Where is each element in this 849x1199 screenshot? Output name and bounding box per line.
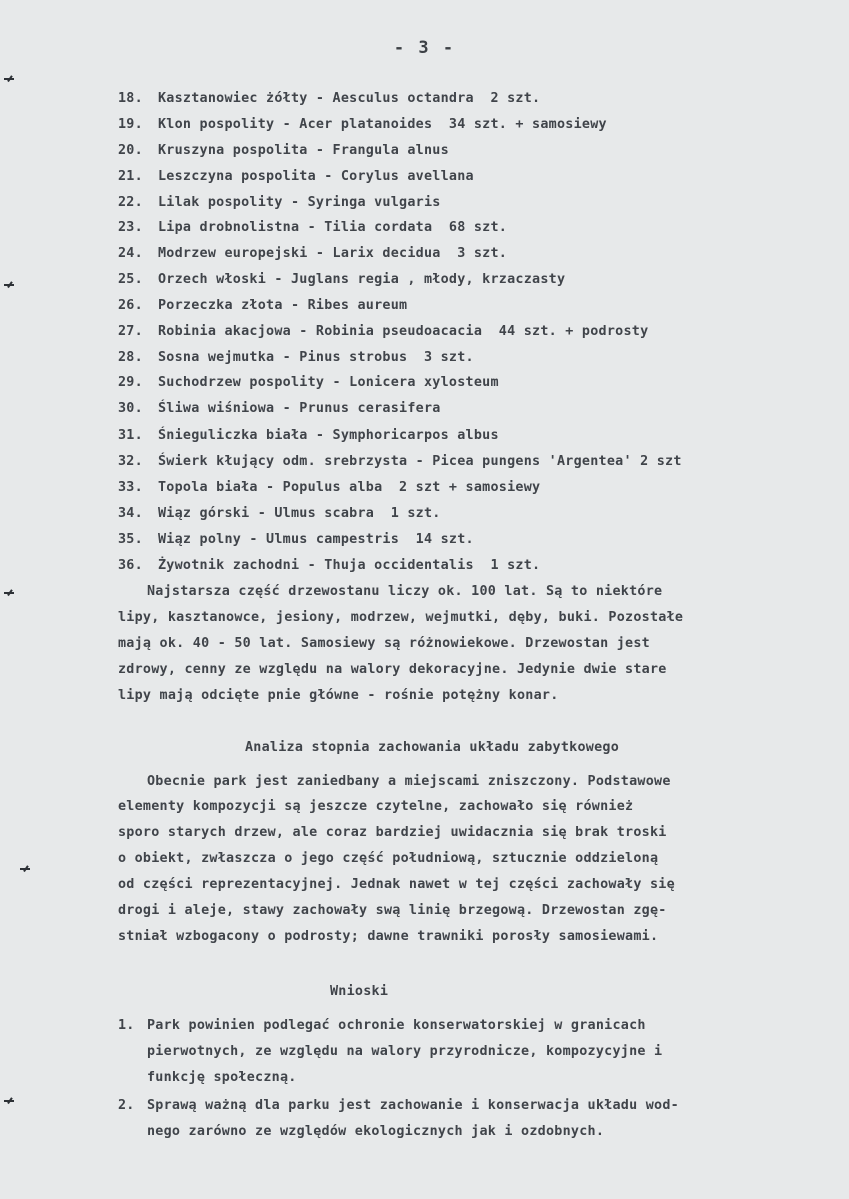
item-line: Park powinien podlegać ochronie konserwatorskiej w granicach — [147, 1018, 646, 1033]
paragraph-line: zdrowy, cenny ze względu na walory dekoracyjne. Jedynie dwie stare — [118, 662, 667, 677]
list-item: 30. Śliwa wiśniowa - Prunus cerasifera — [118, 401, 441, 416]
margin-mark — [4, 590, 16, 596]
paragraph-line: o obiekt, zwłaszcza o jego część południową, sztucznie oddzieloną — [118, 851, 659, 866]
item-line: nego zarówno ze względów ekologicznych jak i ozdobnych. — [147, 1124, 605, 1139]
paragraph-line: sporo starych drzew, ale coraz bardziej uwidacznia się brak troski — [118, 825, 667, 840]
list-item: 25. Orzech włoski - Juglans regia , młody, krzaczasty — [118, 272, 566, 287]
list-item: 22. Lilak pospolity - Syringa vulgaris — [118, 195, 441, 210]
page-number: - 3 - — [393, 38, 456, 58]
list-item: 18. Kasztanowiec żółty - Aesculus octandra 2 szt. — [118, 91, 541, 106]
paragraph-line: lipy, kasztanowce, jesiony, modrzew, wejmutki, dęby, buki. Pozostałe — [118, 610, 684, 625]
item-number: 2. — [118, 1098, 135, 1113]
list-item: 24. Modrzew europejski - Larix decidua 3 szt. — [118, 246, 508, 261]
item-line: funkcję społeczną. — [147, 1070, 297, 1085]
list-item: 26. Porzeczka złota - Ribes aureum — [118, 298, 408, 313]
item-number: 1. — [118, 1018, 135, 1033]
paragraph-line: drogi i aleje, stawy zachowały swą linię brzegową. Drzewostan zgę- — [118, 903, 667, 918]
list-item: 35. Wiąz polny - Ulmus campestris 14 szt. — [118, 532, 474, 547]
paragraph-line: Najstarsza część drzewostanu liczy ok. 100 lat. Są to niektóre — [147, 584, 663, 599]
margin-mark — [4, 76, 16, 82]
paragraph-line: Obecnie park jest zaniedbany a miejscami zniszczony. Podstawowe — [147, 774, 671, 789]
list-item: 19. Klon pospolity - Acer platanoides 34 szt. + samosiewy — [118, 117, 607, 132]
item-line: Sprawą ważną dla parku jest zachowanie i konserwacja układu wod- — [147, 1098, 679, 1113]
paragraph-line: lipy mają odcięte pnie główne - rośnie potężny konar. — [118, 688, 559, 703]
paragraph-line: mają ok. 40 - 50 lat. Samosiewy są różnowiekowe. Drzewostan jest — [118, 636, 650, 651]
list-item: 28. Sosna wejmutka - Pinus strobus 3 szt. — [118, 350, 474, 365]
list-item: 33. Topola biała - Populus alba 2 szt + samosiewy — [118, 480, 541, 495]
list-item: 20. Kruszyna pospolita - Frangula alnus — [118, 143, 449, 158]
margin-mark — [4, 1098, 16, 1104]
list-item: 36. Żywotnik zachodni - Thuja occidentalis 1 szt. — [118, 558, 541, 573]
list-item: 32. Świerk kłujący odm. srebrzysta - Picea pungens 'Argentea' 2 szt — [118, 454, 682, 469]
margin-mark — [20, 866, 32, 872]
list-item: 23. Lipa drobnolistna - Tilia cordata 68 szt. — [118, 220, 508, 235]
list-item: 21. Leszczyna pospolita - Corylus avellana — [118, 169, 474, 184]
conclusions-heading: Wnioski — [330, 984, 389, 999]
item-line: pierwotnych, ze względu na walory przyrodnicze, kompozycyjne i — [147, 1044, 663, 1059]
paragraph-line: od części reprezentacyjnej. Jednak nawet w tej części zachowały się — [118, 877, 675, 892]
margin-mark — [4, 282, 16, 288]
paragraph-line: stniał wzbogacony o podrosty; dawne trawniki porosły samosiewami. — [118, 929, 659, 944]
paragraph-line: elementy kompozycji są jeszcze czytelne, zachowało się również — [118, 799, 634, 814]
list-item: 34. Wiąz górski - Ulmus scabra 1 szt. — [118, 506, 441, 521]
list-item: 31. Śnieguliczka biała - Symphoricarpos albus — [118, 428, 499, 443]
section-heading: Analiza stopnia zachowania układu zabytkowego — [245, 740, 620, 755]
list-item: 27. Robinia akacjowa - Robinia pseudoacacia 44 szt. + podrosty — [118, 324, 649, 339]
list-item: 29. Suchodrzew pospolity - Lonicera xylosteum — [118, 375, 499, 390]
